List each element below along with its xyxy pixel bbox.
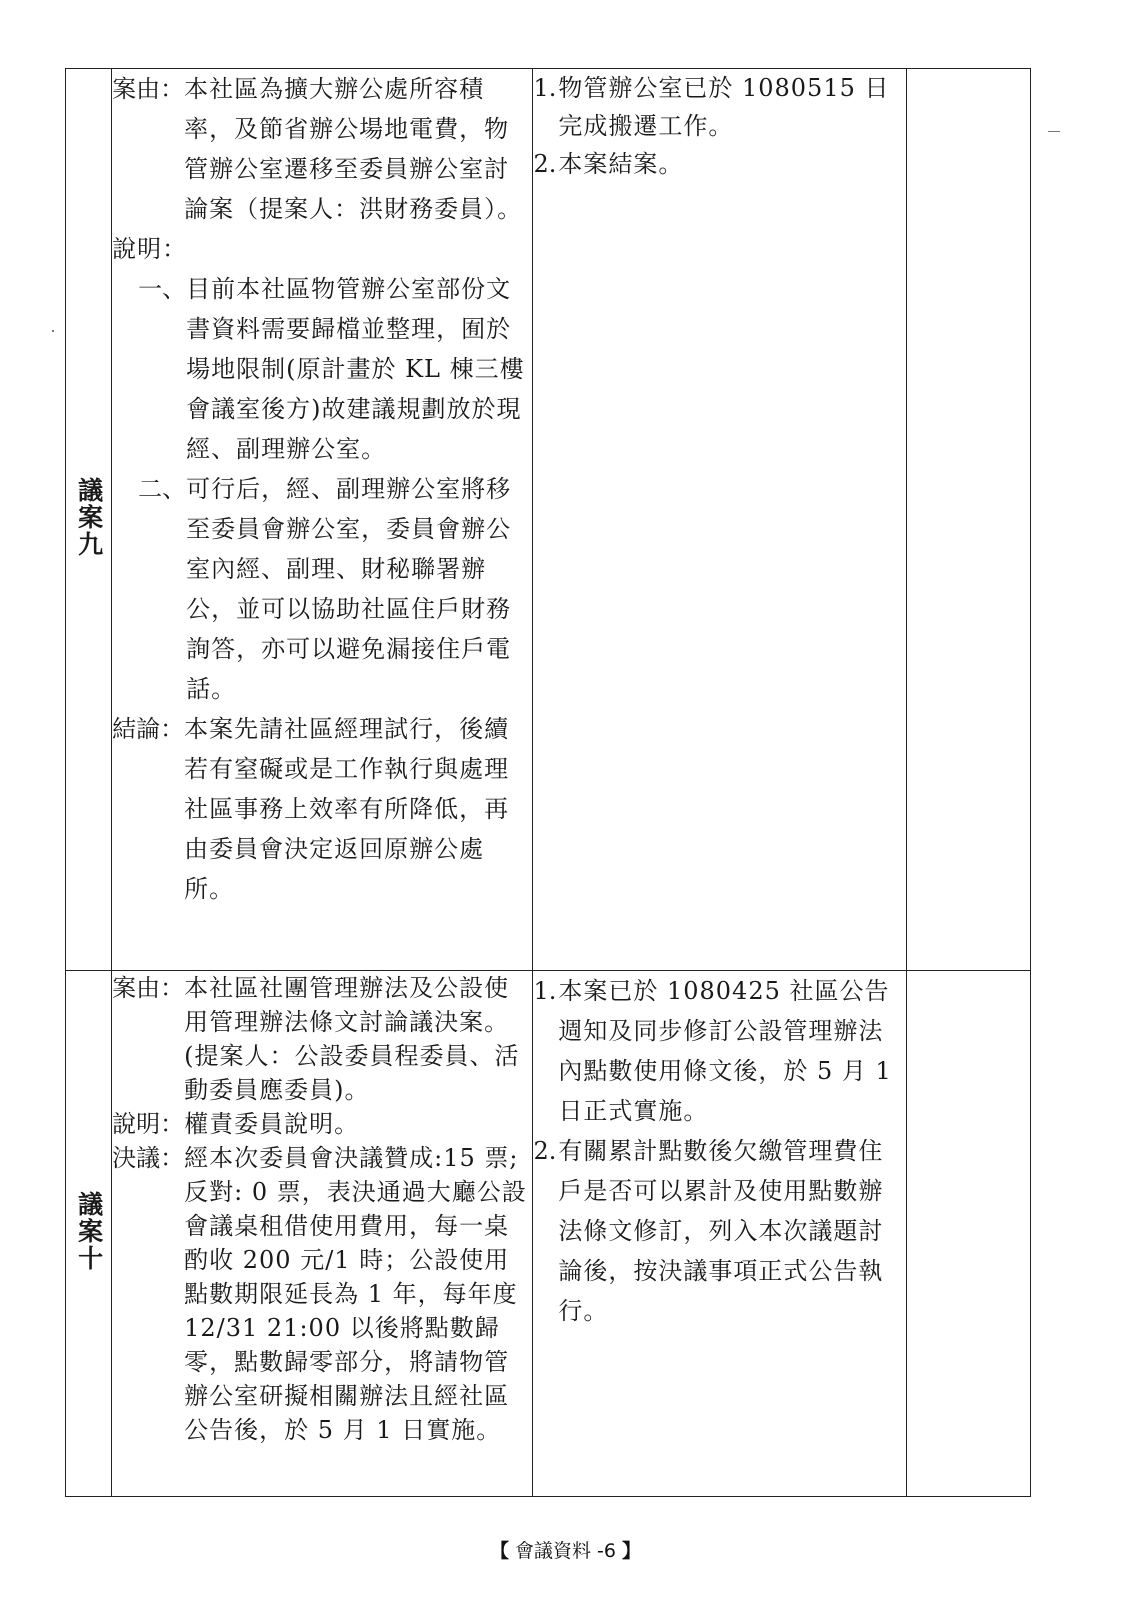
result-text: 本案結案。: [558, 150, 684, 178]
result-item-2: [533, 1131, 905, 1331]
resolution-label: 決議：: [112, 1144, 185, 1172]
agenda-10-resolution: [112, 1141, 532, 1447]
case-text: 本社區為擴大辦公處所容積率，及節省辦公場地電費，物管辦公室遷移至委員辦公室討論案（提案人：洪財務委員）。: [184, 75, 523, 223]
explain-item-text: 目前本社區物管辦公室部份文書資料需要歸檔並整理，囿於場地限制(原計畫於 KL 棟三樓會議室後方)故建議規劃放於現經、副理辦公室。: [186, 275, 525, 463]
explain-label: 說明：: [112, 235, 188, 263]
agenda-9-case: [112, 69, 532, 229]
case-label: 案由：: [112, 974, 185, 1002]
agenda-9-label-cell: [66, 69, 112, 971]
resolution-text: 經本次委員會決議贊成:15 票;反對: 0 票，表決通過大廳公設會議桌租借使用費用，每一桌酌收 200 元/1 時；公設使用點數期限延長為 1 年，每年度 12/31 21:00 以後將點數歸零，點數歸零部分，將請物管辦公室研擬相關辦法且經社區公告後，於 5 月 1 日實施。: [184, 1144, 527, 1444]
result-text: 本案已於 1080425 社區公告週知及同步修訂公設管理辦法內點數使用條文後，於 5 月 1 日正式實施。: [558, 977, 892, 1125]
footer-right-bracket: 】: [622, 1540, 642, 1562]
scan-mark-left: [52, 330, 54, 332]
agenda-9-results: [533, 69, 906, 971]
footer-page-label: 會議資料 -6: [515, 1540, 616, 1562]
scan-mark-right: [1048, 131, 1060, 132]
agenda-10-note-cell: [906, 971, 1030, 1497]
conclusion-text: 本案先請社區經理試行，後續若有窒礙或是工作執行與處理社區事務上效率有所降低，再由委員會決定返回原辦公處所。: [184, 715, 510, 903]
explain-label: 說明：: [112, 1110, 185, 1138]
case-text: 本社區社團管理辦法及公設使用管理辦法條文討論議決案。(提案人：公設委員程委員、活動委員應委員)。: [184, 974, 520, 1104]
result-item-2: [533, 145, 905, 183]
result-item-1: [533, 971, 905, 1131]
agenda-9-conclusion: [112, 709, 532, 909]
result-text: 有關累計點數後欠繳管理費住戶是否可以累計及使用點數辦法條文修訂，列入本次議題討論後，按決議事項正式公告執行。: [558, 1137, 884, 1325]
agenda-10-row: [66, 971, 1031, 1497]
result-num: 2.: [533, 1137, 557, 1165]
explain-item-num: 一、: [138, 275, 187, 303]
agenda-10-case: [112, 971, 532, 1107]
agenda-10-explain: [112, 1107, 532, 1141]
result-num: 1.: [533, 977, 557, 1005]
footer-left-bracket: 【: [489, 1540, 509, 1562]
conclusion-label: 結論：: [112, 715, 185, 743]
explain-item-text: 可行后，經、副理辦公室將移至委員會辦公室，委員會辦公室內經、副理、財秘聯署辦公，並可以協助社區住戶財務詢答，亦可以避免漏接住戶電話。: [186, 475, 512, 703]
agenda-9-row: [66, 69, 1031, 971]
agenda-9-content: [112, 69, 533, 971]
explain-item-2: [112, 469, 532, 709]
agenda-10-content: [112, 971, 533, 1497]
explain-item-num: 二、: [138, 475, 187, 503]
explain-item-1: [112, 269, 532, 469]
agenda-10-results: [533, 971, 906, 1497]
agenda-10-label: 議案十: [74, 1191, 104, 1272]
result-num: 2.: [533, 150, 557, 178]
case-label: 案由：: [112, 75, 185, 103]
result-num: 1.: [533, 74, 557, 102]
agenda-9-note-cell: [906, 69, 1030, 971]
agenda-10-label-cell: [66, 971, 112, 1497]
page-footer: [0, 1536, 1131, 1563]
result-text: 物管辦公室已於 1080515 日完成搬遷工作。: [558, 74, 890, 140]
explain-text: 權責委員說明。: [184, 1110, 360, 1138]
minutes-table: [65, 68, 1031, 1497]
agenda-9-label: 議案九: [74, 477, 104, 558]
result-item-1: [533, 69, 905, 145]
